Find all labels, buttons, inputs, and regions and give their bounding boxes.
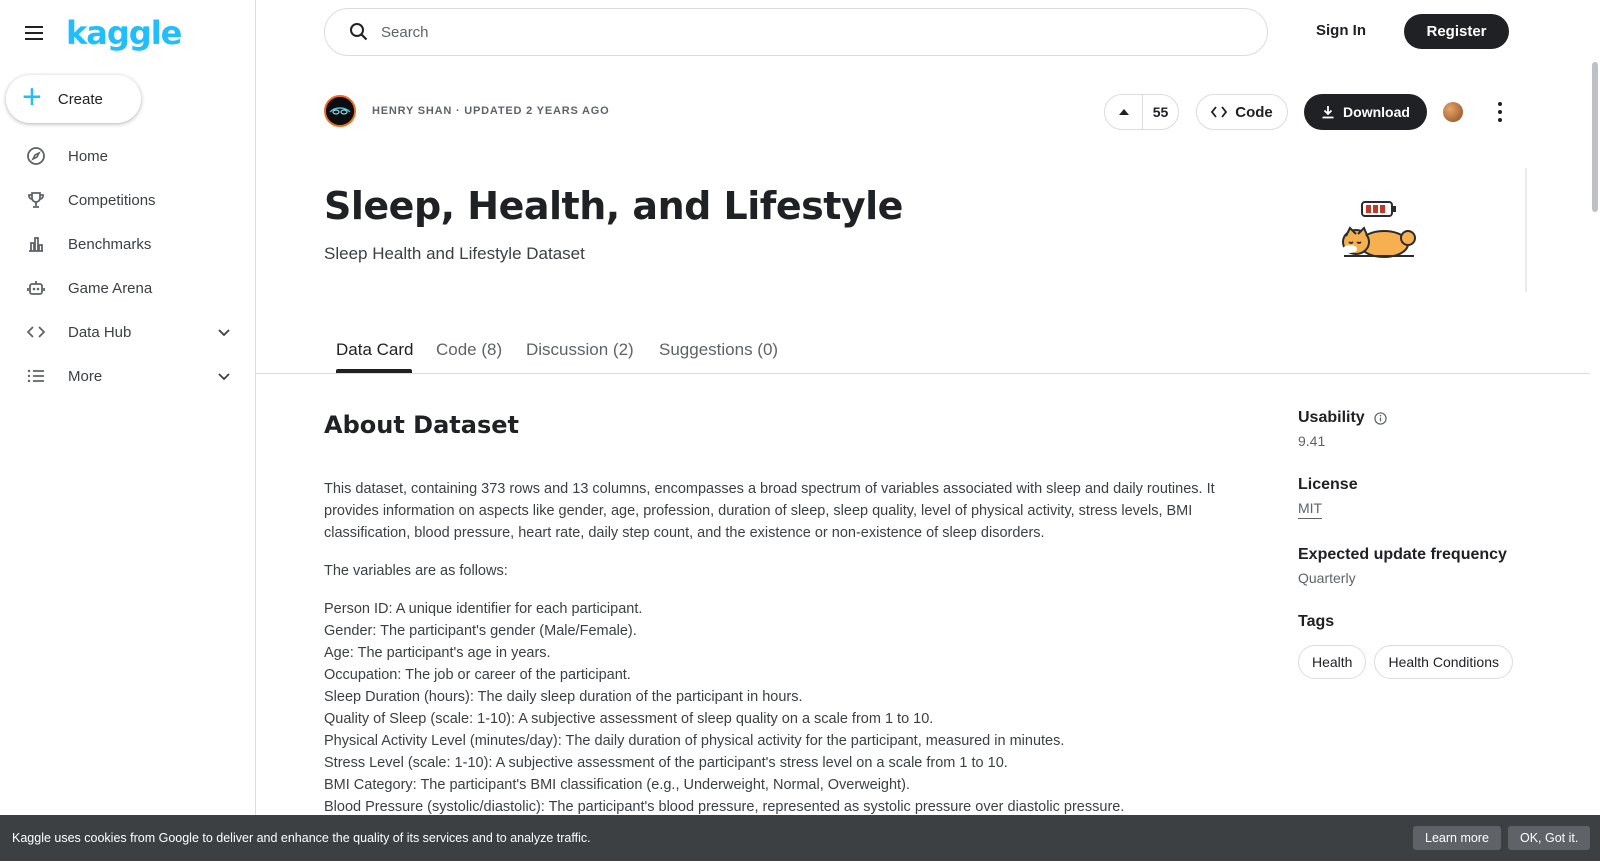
tag-health-conditions[interactable]: Health Conditions — [1374, 645, 1513, 679]
active-tab-indicator — [336, 369, 412, 373]
robot-icon — [26, 278, 46, 298]
dataset-metadata — [1298, 409, 1538, 679]
about-content — [324, 478, 1254, 818]
list-item: Stress Level (scale: 1-10): A subjective assessment of the participant's stress level on a scale from 1 to 10. — [324, 755, 1008, 771]
upvote-button[interactable] — [1105, 95, 1143, 129]
search-bar[interactable] — [324, 8, 1268, 56]
variables-list — [324, 598, 1254, 818]
sidebar-item-data-hub[interactable] — [0, 310, 256, 354]
more-options-icon[interactable] — [1496, 100, 1504, 124]
bronze-medal-icon[interactable] — [1443, 102, 1463, 122]
usability-heading — [1298, 409, 1538, 427]
license-link[interactable]: MIT — [1298, 500, 1322, 519]
sign-in-button[interactable]: Sign In — [1316, 22, 1366, 39]
sidebar-item-more[interactable] — [0, 354, 256, 398]
tab-data-card[interactable]: Data Card — [336, 340, 414, 359]
plus-icon: + — [22, 78, 42, 116]
hamburger-menu-icon[interactable] — [22, 21, 46, 45]
usability-value: 9.41 — [1298, 433, 1326, 449]
info-icon[interactable] — [1374, 412, 1387, 425]
code-brackets-icon — [26, 322, 46, 342]
avatar[interactable] — [324, 95, 356, 127]
cookie-banner — [0, 815, 1600, 861]
sidebar-item-label: More — [68, 367, 103, 385]
list-item: Sleep Duration (hours): The daily sleep duration of the participant in hours. — [324, 689, 803, 705]
list-item: BMI Category: The participant's BMI classification (e.g., Underweight, Normal, Overweight). — [324, 777, 910, 793]
accept-cookies-button[interactable]: OK, Got it. — [1508, 826, 1590, 850]
variables-intro: The variables are as follows: — [324, 563, 508, 579]
code-button-label: Code — [1235, 103, 1273, 121]
list-item: Gender: The participant's gender (Male/Female). — [324, 623, 637, 639]
tags-label: Tags — [1298, 613, 1335, 630]
upvote-count[interactable]: 55 — [1152, 104, 1169, 120]
download-icon — [1321, 105, 1335, 119]
page-subtitle: Sleep Health and Lifestyle Dataset — [324, 244, 585, 263]
create-button[interactable] — [6, 75, 141, 123]
scrollbar-thumb[interactable] — [1592, 62, 1598, 212]
list-item: Person ID: A unique identifier for each participant. — [324, 601, 643, 617]
compass-icon — [26, 146, 46, 166]
list-item: Quality of Sleep (scale: 1-10): A subjective assessment of sleep quality on a scale from 1 to 10. — [324, 711, 934, 727]
download-button-label: Download — [1343, 104, 1410, 120]
kaggle-logo[interactable]: kaggle — [66, 14, 182, 52]
chevron-down-icon[interactable] — [216, 324, 232, 340]
sidebar-item-benchmarks[interactable] — [0, 222, 256, 266]
search-icon — [349, 22, 369, 42]
tab-code[interactable]: Code (8) — [436, 340, 503, 359]
about-heading: About Dataset — [324, 411, 519, 439]
frequency-label: Expected update frequency — [1298, 546, 1507, 563]
sidebar-item-label: Game Arena — [68, 279, 153, 297]
sidebar-nav — [0, 134, 256, 398]
author-updated-text[interactable]: HENRY SHAN · UPDATED 2 YEARS AGO — [372, 105, 610, 117]
about-intro: This dataset, containing 373 rows and 13 columns, encompasses a broad spectrum of variables associated with sleep and daily routines. It provides information on aspects like gender, age, profession, duration of sleep, sleep quality, level of physical activity, stress levels, BMI classification, blood pressure, heart rate, daily step count, and the existence or non-existence of sleep disorders. — [324, 481, 1215, 541]
chevron-down-icon[interactable] — [216, 368, 232, 384]
download-button[interactable] — [1304, 94, 1427, 130]
code-brackets-icon — [1211, 105, 1227, 119]
upvote-widget — [1104, 94, 1179, 130]
list-item: Physical Activity Level (minutes/day): The daily duration of physical activity for the participant, measured in minutes. — [324, 733, 1065, 749]
sidebar-item-label: Competitions — [68, 191, 156, 209]
caret-up-icon — [1118, 108, 1130, 116]
code-button[interactable] — [1196, 94, 1288, 130]
frequency-value: Quarterly — [1298, 570, 1356, 586]
usability-label: Usability — [1298, 409, 1365, 426]
trophy-icon — [26, 190, 46, 210]
tag-health[interactable]: Health — [1298, 645, 1366, 679]
sidebar-item-label: Data Hub — [68, 323, 132, 341]
register-button[interactable]: Register — [1404, 14, 1509, 49]
page-title: Sleep, Health, and Lifestyle — [324, 184, 903, 228]
tab-discussion[interactable]: Discussion (2) — [526, 340, 634, 359]
list-item: Age: The participant's age in years. — [324, 645, 551, 661]
create-label: Create — [57, 90, 103, 108]
header-divider — [1525, 168, 1527, 292]
sleeping-dog-battery-image — [1340, 196, 1420, 262]
sidebar-item-competitions[interactable] — [0, 178, 256, 222]
tab-bar — [256, 332, 1590, 374]
search-input[interactable] — [381, 24, 1181, 41]
tab-suggestions[interactable]: Suggestions (0) — [659, 340, 779, 359]
author-row — [324, 95, 609, 127]
list-item: Occupation: The job or career of the participant. — [324, 667, 631, 683]
bar-chart-icon — [26, 234, 46, 254]
sidebar-item-game-arena[interactable] — [0, 266, 256, 310]
scrollbar[interactable] — [1590, 0, 1600, 861]
sidebar-item-label: Home — [68, 147, 109, 165]
cookie-text: Kaggle uses cookies from Google to deliver and enhance the quality of its services and to analyze traffic. — [12, 831, 591, 845]
sidebar-item-home[interactable] — [0, 134, 256, 178]
logo-row — [22, 14, 181, 52]
list-item: Blood Pressure (systolic/diastolic): The participant's blood pressure, represented as systolic pressure over diastolic pressure. — [324, 799, 1125, 815]
list-icon — [26, 366, 46, 386]
learn-more-button[interactable]: Learn more — [1413, 826, 1501, 850]
license-label: License — [1298, 476, 1358, 493]
tag-list — [1298, 645, 1538, 679]
sidebar — [0, 0, 256, 861]
sidebar-item-label: Benchmarks — [68, 235, 152, 253]
